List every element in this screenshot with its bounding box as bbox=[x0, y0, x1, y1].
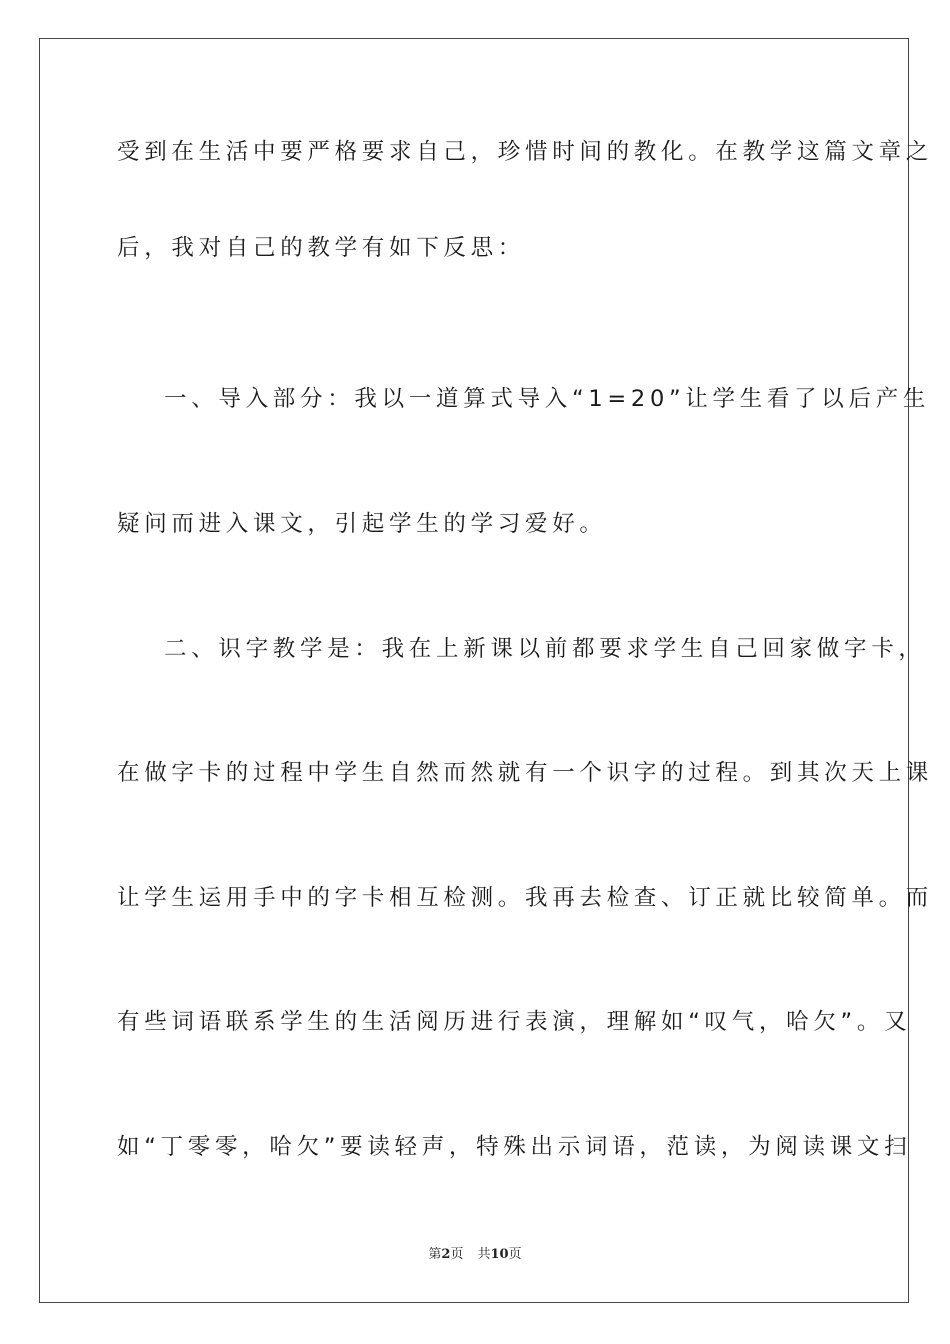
page-suffix: 页 bbox=[450, 1247, 464, 1262]
page-footer bbox=[0, 1247, 950, 1263]
body-line-1: 受到在生活中要严格要求自己，珍惜时间的教化。在教学这篇文章之 bbox=[117, 139, 934, 165]
body-line-5: 二、识字教学是：我在上新课以前都要求学生自己回家做字卡， bbox=[164, 636, 926, 662]
body-line-7: 让学生运用手中的字卡相互检测。我再去检查、订正就比较简单。而 bbox=[117, 885, 934, 911]
body-line-8: 有些词语联系学生的生活阅历进行表演，理解如“叹气，哈欠”。又 bbox=[117, 1009, 912, 1035]
page-total: 10 bbox=[490, 1247, 509, 1262]
body-line-4: 疑问而进入课文，引起学生的学习爱好。 bbox=[117, 511, 607, 537]
body-line-6: 在做字卡的过程中学生自然而然就有一个识字的过程。到其次天上课 bbox=[117, 760, 934, 786]
page-frame bbox=[39, 38, 912, 1303]
total-suffix: 页 bbox=[508, 1247, 522, 1262]
page-prefix: 第 bbox=[428, 1247, 442, 1262]
body-line-2: 后，我对自己的教学有如下反思： bbox=[117, 235, 526, 261]
page-current: 2 bbox=[441, 1247, 451, 1262]
body-line-9: 如“丁零零，哈欠”要读轻声，特殊出示词语，范读，为阅读课文扫 bbox=[117, 1134, 912, 1160]
total-prefix: 共 bbox=[477, 1247, 491, 1262]
body-line-3: 一、导入部分：我以一道算式导入“1=20”让学生看了以后产生 bbox=[164, 386, 931, 412]
